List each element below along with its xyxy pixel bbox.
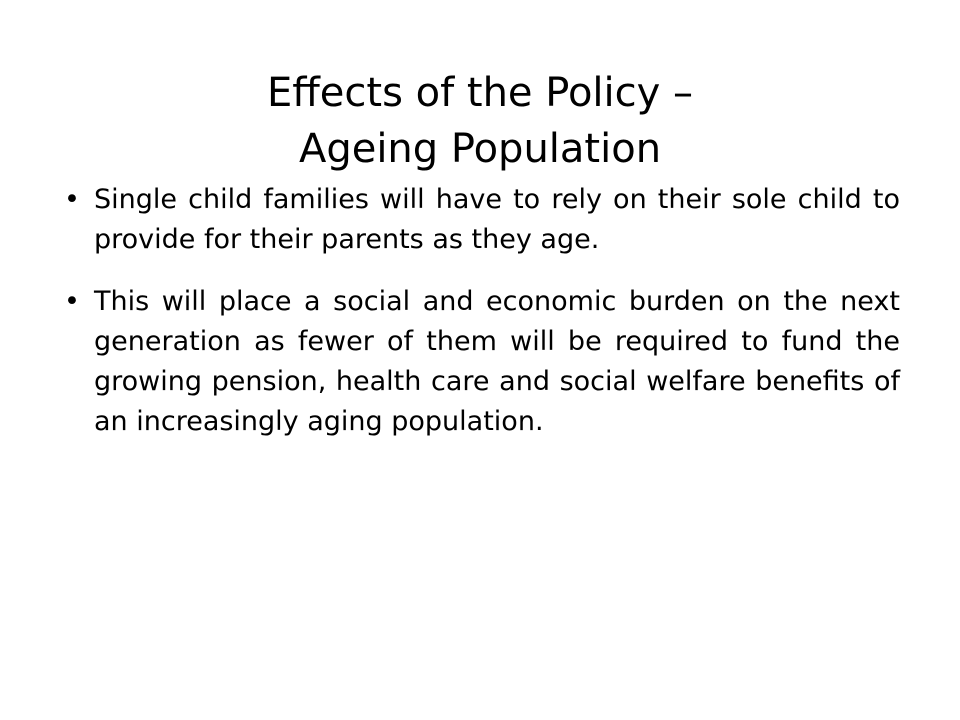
bullet-icon: • [64,184,80,215]
bullet-icon: • [64,286,80,317]
title-line-1: Effects of the Policy – [266,69,694,116]
bullet-item [60,282,900,442]
bullet-text: This will place a social and economic burden on the next generation as fewer of them will be required to fund the growing pension, health care and social welfare benefits of an increasingly aging population. [94,286,900,437]
bullet-text: Single child families will have to rely on their sole child to provide for their parents as they age. [94,184,900,255]
bullet-list [60,180,900,464]
title-line-2: Ageing Population [298,125,662,172]
bullet-item [60,180,900,260]
slide-title [60,65,900,177]
